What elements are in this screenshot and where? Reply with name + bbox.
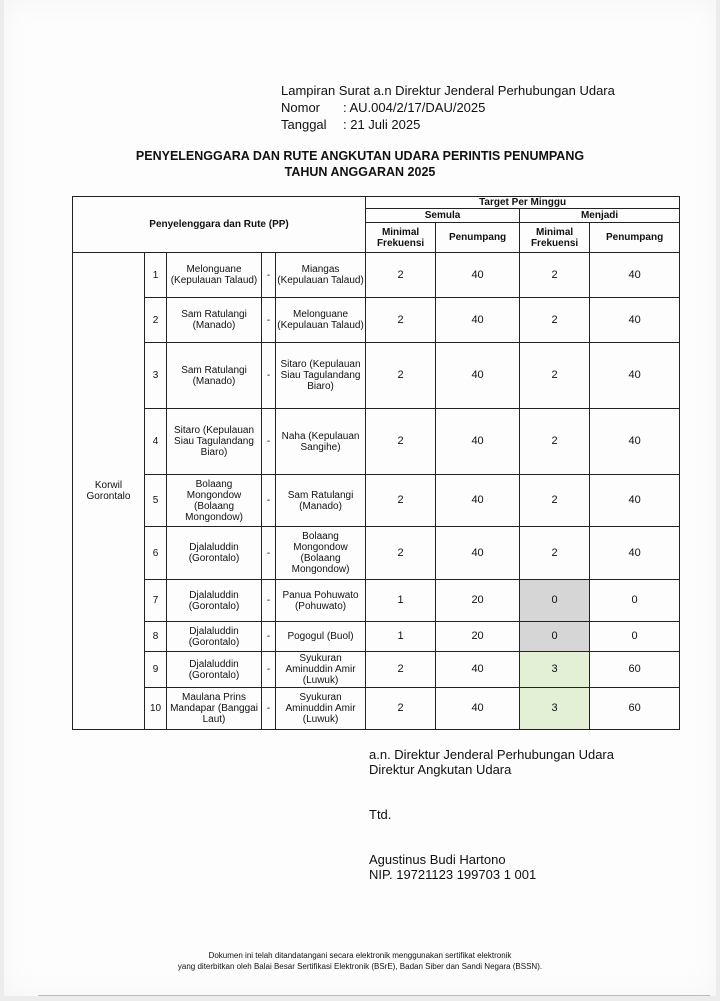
route-origin: Djalaluddin (Gorontalo) (167, 622, 262, 652)
header-semula-penumpang: Penumpang (436, 223, 520, 253)
route-destination: Panua Pohuwato (Pohuwato) (276, 580, 366, 622)
table-row (73, 298, 680, 343)
table-row (73, 622, 680, 652)
semula-frekuensi: 1 (366, 580, 436, 622)
menjadi-penumpang: 40 (590, 409, 680, 475)
table-row (73, 652, 680, 688)
menjadi-frekuensi: 2 (520, 527, 590, 580)
menjadi-penumpang: 40 (590, 253, 680, 298)
semula-penumpang: 40 (436, 652, 520, 688)
route-origin: Melonguane (Kepulauan Talaud) (167, 253, 262, 298)
header-menjadi-penumpang: Penumpang (590, 223, 680, 253)
route-separator: - (262, 409, 276, 475)
semula-frekuensi: 2 (366, 343, 436, 409)
route-separator: - (262, 475, 276, 527)
menjadi-frekuensi: 3 (520, 652, 590, 688)
route-destination: Bolaang Mongondow (Bolaang Mongondow) (276, 527, 366, 580)
route-separator: - (262, 253, 276, 298)
nomor-label: Nomor (281, 100, 321, 115)
row-number: 8 (145, 622, 167, 652)
document-title-line2: TAHUN ANGGARAN 2025 (284, 165, 436, 179)
semula-frekuensi: 2 (366, 298, 436, 343)
route-origin: Maulana Prins Mandapar (Banggai Laut) (167, 688, 262, 730)
electronic-signature-notice (0, 950, 720, 972)
menjadi-penumpang: 40 (590, 475, 680, 527)
row-number: 2 (145, 298, 167, 343)
table-row (73, 527, 680, 580)
row-number: 3 (145, 343, 167, 409)
signature-line1: a.n. Direktur Jenderal Perhubungan Udara (369, 747, 614, 762)
menjadi-penumpang: 60 (590, 652, 680, 688)
header-semula-minimal-frekuensi: Minimal Frekuensi (366, 223, 436, 253)
route-destination: Syukuran Aminuddin Amir (Luwuk) (276, 652, 366, 688)
menjadi-frekuensi: 2 (520, 253, 590, 298)
document-title-line1: PENYELENGGARA DAN RUTE ANGKUTAN UDARA PERINTIS PENUMPANG (135, 149, 585, 163)
footer-line1: Dokumen ini telah ditandatangani secara elektronik menggunakan sertifikat elektronik (208, 951, 512, 960)
route-origin: Bolaang Mongondow (Bolaang Mongondow) (167, 475, 262, 527)
route-origin: Djalaluddin (Gorontalo) (167, 580, 262, 622)
semula-penumpang: 40 (436, 475, 520, 527)
letter-header (281, 82, 615, 133)
table-row (73, 343, 680, 409)
row-number: 1 (145, 253, 167, 298)
signatory-name: Agustinus Budi Hartono (369, 852, 506, 867)
menjadi-penumpang: 60 (590, 688, 680, 730)
korwil-cell: Korwil Gorontalo (73, 253, 145, 730)
route-destination: Sam Ratulangi (Manado) (276, 475, 366, 527)
route-origin: Sitaro (Kepulauan Siau Tagulandang Biaro) (167, 409, 262, 475)
route-destination: Syukuran Aminuddin Amir (Luwuk) (276, 688, 366, 730)
semula-penumpang: 40 (436, 409, 520, 475)
row-number: 5 (145, 475, 167, 527)
semula-frekuensi: 2 (366, 475, 436, 527)
header-tanggal (281, 116, 615, 133)
menjadi-penumpang: 40 (590, 343, 680, 409)
footer-line2: yang diterbitkan oleh Balai Besar Sertifikasi Elektronik (BSrE), Badan Siber dan Sandi Negara (BSSN). (177, 962, 543, 971)
route-origin: Djalaluddin (Gorontalo) (167, 527, 262, 580)
table-row (73, 253, 680, 298)
table-row (73, 580, 680, 622)
semula-penumpang: 40 (436, 688, 520, 730)
page-bottom-divider (38, 995, 710, 996)
route-separator: - (262, 527, 276, 580)
table-row (73, 688, 680, 730)
route-separator: - (262, 688, 276, 730)
route-separator: - (262, 652, 276, 688)
semula-frekuensi: 2 (366, 409, 436, 475)
table-row (73, 409, 680, 475)
route-separator: - (262, 343, 276, 409)
menjadi-frekuensi: 0 (520, 580, 590, 622)
semula-penumpang: 40 (436, 527, 520, 580)
menjadi-frekuensi: 2 (520, 298, 590, 343)
routes-table-body (73, 253, 680, 730)
menjadi-frekuensi: 0 (520, 622, 590, 652)
menjadi-frekuensi: 2 (520, 343, 590, 409)
semula-penumpang: 20 (436, 622, 520, 652)
route-destination: Miangas (Kepulauan Talaud) (276, 253, 366, 298)
nomor-value: : AU.004/2/17/DAU/2025 (343, 100, 486, 115)
header-penyelenggara-rute: Penyelenggara dan Rute (PP) (73, 197, 366, 253)
header-menjadi-minimal-frekuensi: Minimal Frekuensi (520, 223, 590, 253)
semula-frekuensi: 2 (366, 652, 436, 688)
route-separator: - (262, 298, 276, 343)
route-origin: Sam Ratulangi (Manado) (167, 343, 262, 409)
header-semula: Semula (366, 209, 520, 223)
tanggal-label: Tanggal (281, 117, 327, 132)
row-number: 6 (145, 527, 167, 580)
tanggal-value: : 21 Juli 2025 (343, 117, 421, 132)
signature-ttd: Ttd. (369, 807, 392, 822)
route-destination: Sitaro (Kepulauan Siau Tagulandang Biaro) (276, 343, 366, 409)
semula-frekuensi: 2 (366, 688, 436, 730)
semula-penumpang: 40 (436, 298, 520, 343)
semula-penumpang: 20 (436, 580, 520, 622)
semula-frekuensi: 1 (366, 622, 436, 652)
signatory-nip: NIP. 19721123 199703 1 001 (369, 867, 537, 882)
menjadi-frekuensi: 2 (520, 409, 590, 475)
route-destination: Naha (Kepulauan Sangihe) (276, 409, 366, 475)
menjadi-penumpang: 0 (590, 580, 680, 622)
semula-frekuensi: 2 (366, 527, 436, 580)
menjadi-frekuensi: 2 (520, 475, 590, 527)
row-number: 7 (145, 580, 167, 622)
row-number: 4 (145, 409, 167, 475)
routes-table (72, 196, 680, 730)
menjadi-frekuensi: 3 (520, 688, 590, 730)
header-line1: Lampiran Surat a.n Direktur Jenderal Perhubungan Udara (281, 83, 615, 98)
semula-penumpang: 40 (436, 343, 520, 409)
row-number: 10 (145, 688, 167, 730)
row-number: 9 (145, 652, 167, 688)
signature-line2: Direktur Angkutan Udara (369, 762, 512, 777)
route-separator: - (262, 622, 276, 652)
menjadi-penumpang: 0 (590, 622, 680, 652)
header-menjadi: Menjadi (520, 209, 680, 223)
semula-frekuensi: 2 (366, 253, 436, 298)
header-nomor (281, 99, 615, 116)
semula-penumpang: 40 (436, 253, 520, 298)
route-separator: - (262, 580, 276, 622)
header-target-per-minggu: Target Per Minggu (366, 197, 680, 209)
route-origin: Sam Ratulangi (Manado) (167, 298, 262, 343)
route-destination: Pogogul (Buol) (276, 622, 366, 652)
menjadi-penumpang: 40 (590, 527, 680, 580)
table-row (73, 475, 680, 527)
route-origin: Djalaluddin (Gorontalo) (167, 652, 262, 688)
menjadi-penumpang: 40 (590, 298, 680, 343)
route-destination: Melonguane (Kepulauan Talaud) (276, 298, 366, 343)
